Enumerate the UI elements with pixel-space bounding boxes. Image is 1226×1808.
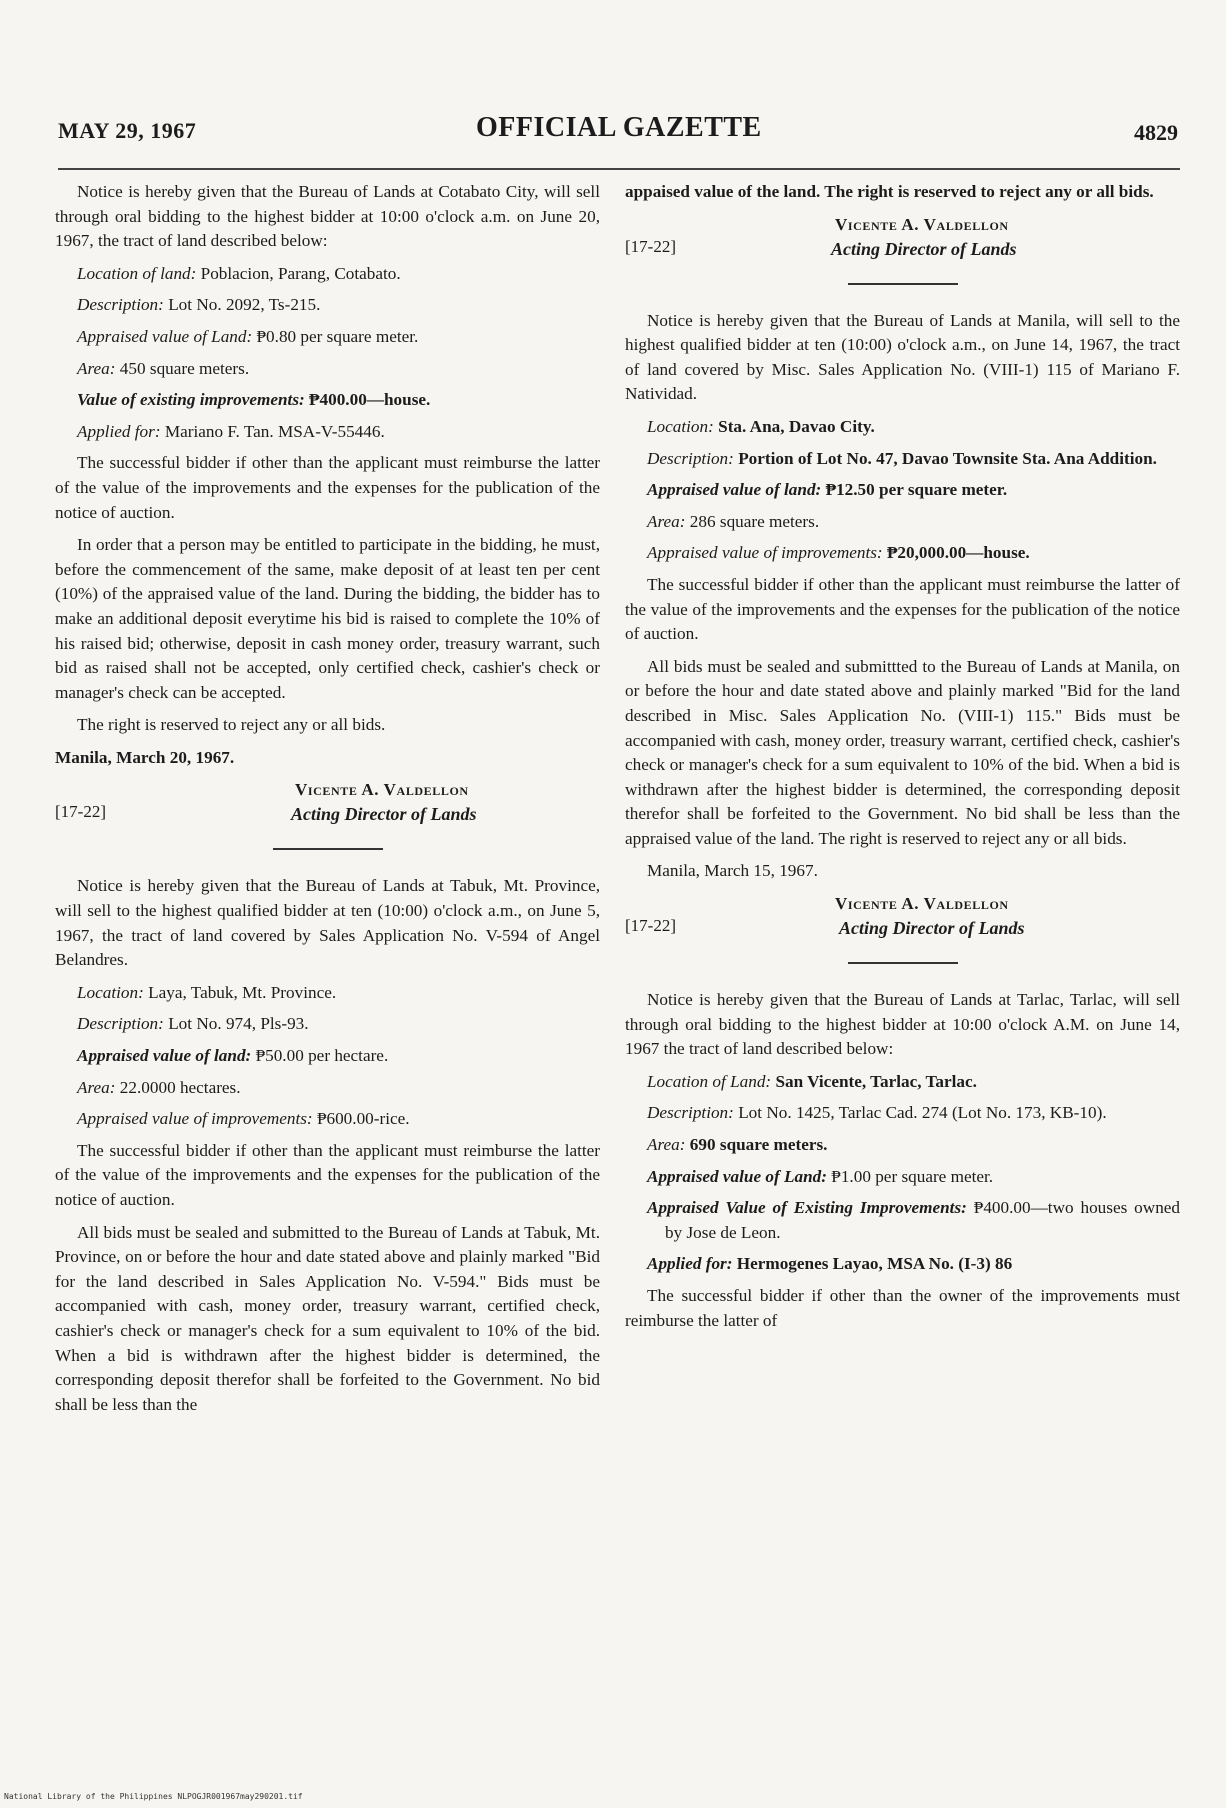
field-value: ₱1.00 per square meter. [831,1166,994,1186]
field-value: Hermogenes Layao, MSA No. (I-3) 86 [736,1254,1013,1274]
notice-date: Manila, March 15, 1967. [647,861,818,881]
field-area [625,1133,1180,1158]
field-value: Poblacion, Parang, Cotabato. [200,263,401,283]
field-label: Area: [647,511,686,531]
signatory-name: Vicente A. Valdellon [295,780,469,800]
signatory-title: Acting Director of Lands [291,804,477,825]
field-value: Lot No. 1425, Tarlac Cad. 274 (Lot No. 173, KB-10). [738,1103,1107,1123]
reimburse-paragraph: The successful bidder if other than the applicant must reimburse the latter of the value of the improvements and the expenses for the publication of the notice of auction. [55,453,600,522]
field-value: Lot No. 2092, Ts-215. [168,295,321,315]
field-value: Laya, Tabuk, Mt. Province. [148,982,337,1002]
field-label: Appraised value of land: [77,1046,252,1066]
field-label: Appraised value of Land: [647,1166,827,1186]
field-area [55,1076,600,1101]
notice-tabuk-intro: Notice is hereby given that the Bureau of Lands at Tabuk, Mt. Province, will sell to the highest qualified bidder at ten (10:00) o'clock a.m., on June 5, 1967, the tract of land covered by Sales Application No. V-594 of Angel Belandres. [55,876,600,970]
signatory-title: Acting Director of Lands [839,918,1025,939]
field-improvements [55,388,600,413]
field-applied-for [625,1252,1180,1277]
field-label: Appraised value of land: [647,480,822,500]
notice-separator [273,848,383,850]
field-value: 286 square meters. [689,511,820,531]
reimburse-paragraph: The successful bidder if other than the applicant must reimburse the latter of the value of the improvements and the expenses for the publication of the notice of auction. [625,574,1180,644]
signatory-name: Vicente A. Valdellon [835,214,1009,234]
field-label: Appraised value of improvements: [77,1109,313,1129]
header-date: MAY 29, 1967 [58,118,197,143]
notice-cotabato-intro: Notice is hereby given that the Bureau of Lands at Cotabato City, will sell through oral bidding to the highest bidder at 10:00 o'clock a.m. on June 20, 1967, the tract of land described below: [55,182,600,251]
field-description [625,1101,1180,1126]
signature-block [625,213,1180,267]
field-label: Area: [647,1135,686,1155]
bids-paragraph: All bids must be sealed and submitted to the Bureau of Lands at Tabuk, Mt. Province, on or before the hour and date stated above and plainly marked "Bid for the land described in Sales Application No. V-594." Bids must be accompanied with cash, money order, treasury warrant, certified check, cashier's check or manager's check for a sum equivalent to 10% of the bid. When a bid is withdrawn after the highest bidder is determined, the corresponding deposit therefor shall be forfeited to the Government. No bid shall be less than the [55,1222,600,1414]
field-value: Sta. Ana, Davao City. [718,416,875,436]
field-improvements [55,1107,600,1132]
field-value: Portion of Lot No. 47, Davao Townsite Sta. Ana Addition. [738,448,1157,468]
field-label: Description: [647,448,734,468]
issue-reference: [17-22] [625,236,676,256]
signature-block [625,892,1180,946]
field-label: Location of land: [77,263,197,283]
field-appraised-value [55,325,600,350]
field-description [625,447,1180,472]
header-page-number: 4829 [1134,120,1178,145]
header-title: OFFICIAL GAZETTE [476,112,762,143]
reimburse-paragraph: The successful bidder if other than the applicant must reimburse the latter of the value of the improvements and the expenses for the publication of the notice of auction. [55,1140,600,1209]
header-rule [58,168,1180,170]
field-value: ₱50.00 per hectare. [255,1046,389,1066]
field-label: Location of Land: [647,1071,772,1091]
signature-block [55,778,600,832]
field-location [55,981,600,1006]
right-reserved-paragraph: The right is reserved to reject any or all bids. [77,715,386,735]
field-value: ₱400.00—house. [309,390,431,410]
field-area [55,357,600,382]
signatory-name: Vicente A. Valdellon [835,894,1009,914]
field-label: Area: [77,358,116,378]
field-value: ₱600.00-rice. [316,1109,410,1129]
field-value: 450 square meters. [119,358,250,378]
field-label: Description: [647,1103,734,1123]
field-label: Applied for: [77,421,161,441]
field-value: 690 square meters. [689,1135,828,1155]
field-improvements [625,1196,1180,1245]
notice-separator [848,283,958,285]
field-label: Description: [77,1014,164,1034]
field-location [625,415,1180,440]
field-value: Lot No. 974, Pls-93. [168,1014,309,1034]
field-label: Area: [77,1077,116,1097]
field-applied-for [55,420,600,445]
field-label: Description: [77,295,164,315]
field-appraised-value [55,1044,600,1069]
field-label: Applied for: [647,1254,733,1274]
field-improvements [625,541,1180,566]
notice-tarlac-intro: Notice is hereby given that the Bureau of Lands at Tarlac, Tarlac, will sell through oral bidding to the highest bidder at 10:00 o'clock A.M. on June 14, 1967 the tract of land described below: [625,990,1180,1059]
field-location [55,262,600,287]
field-value: ₱400.00—two houses owned by Jose de Leon. [665,1198,1181,1242]
field-value: 22.0000 hectares. [119,1077,241,1097]
field-appraised-value [625,478,1180,503]
page-header [58,112,1178,152]
field-appraised-value [625,1165,1180,1190]
field-area [625,510,1180,535]
field-value: San Vicente, Tarlac, Tarlac. [775,1071,977,1091]
field-value: ₱0.80 per square meter. [256,326,419,346]
field-label: Location: [647,416,714,436]
field-label: Appraised value of improvements: [647,543,883,563]
field-label: Value of existing improvements: [77,390,305,410]
continued-paragraph: appaised value of the land. The right is reserved to reject any or all bids. [625,182,1154,201]
right-column [625,180,1180,1341]
field-location [625,1070,1180,1095]
notice-separator [848,962,958,964]
field-label: Location: [77,982,144,1002]
left-column [55,180,600,1425]
field-description [55,1012,600,1037]
notice-manila-intro: Notice is hereby given that the Bureau of Lands at Manila, will sell to the highest qualified bidder at ten (10:00) o'clock a.m., on June 14, 1967, the tract of land covered by Misc. Sales Application No. (VIII-1) 115 of Mariano F. Natividad. [625,310,1180,404]
reimburse-paragraph: The successful bidder if other than the owner of the improvements must reimburse the latter of [625,1286,1180,1330]
field-value: ₱20,000.00—house. [886,543,1030,563]
scan-footer: National Library of the Philippines NLPOGJR001967may290201.tif [4,1792,303,1801]
issue-reference: [17-22] [625,916,676,936]
notice-date: Manila, March 20, 1967. [55,747,235,767]
deposit-paragraph: In order that a person may be entitled to participate in the bidding, he must, before the commencement of the same, make deposit of at least ten per cent (10%) of the appraised value of the land. During the bidding, the bidder has to make an additional deposit everytime his bid is raised to complete the 10% of his raised bid; otherwise, deposit in cash money order, treasury warrant, such bid as raised shall not be accepted, only certified check, cashier's check or manager's check can be accepted. [55,535,600,702]
field-value: Mariano F. Tan. MSA-V-55446. [164,421,385,441]
field-value: ₱12.50 per square meter. [825,480,1008,500]
bids-paragraph: All bids must be sealed and submittted to the Bureau of Lands at Manila, on or before the hour and date stated above and plainly marked "Bid for the land described in Misc. Sales Application No. (VIII-1) 115." Bids must be accompanied with cash, money order, treasury warrant, certified check, cashier's check or manager's check for a sum equivalent to 10% of the bid. When a bid is withdrawn after the highest bidder is determined, the corresponding deposit therefor shall be forfeited to the Government. No bid shall be less than the appraised value of the land. The right is reserved to reject any or all bids. [625,656,1180,848]
field-description [55,293,600,318]
field-label: Appraised Value of Existing Improvements: [647,1198,967,1218]
signatory-title: Acting Director of Lands [831,238,1017,259]
field-label: Appraised value of Land: [77,326,253,346]
issue-reference: [17-22] [55,802,106,822]
